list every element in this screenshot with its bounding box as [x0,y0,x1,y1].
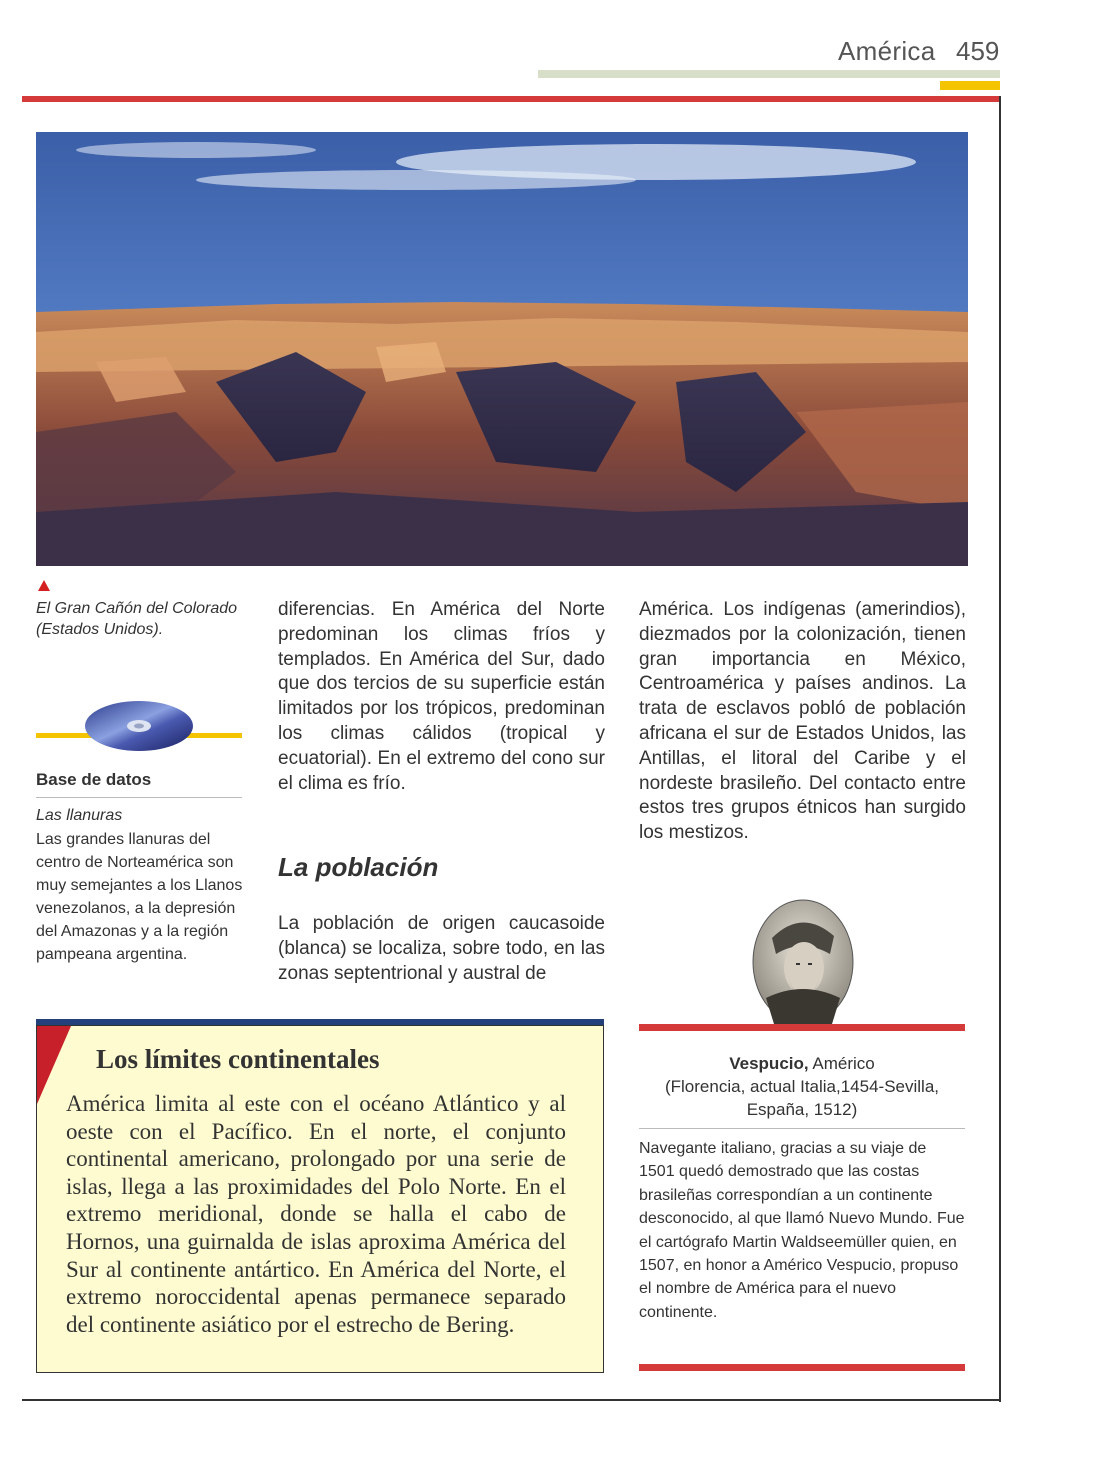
database-heading: Base de datos [36,770,152,789]
body-text-right: América. Los indígenas (amerindios), diezmados por la colonización, tienen gran importancia en México, Centroamérica y países andinos. La trata de esclavos pobló de población africana el sur de Estados Unidos, las Antillas, el litoral del Caribe y el nordeste brasileño. Del contacto entre estos tres grupos étnicos han surgido los mestizos. [639,599,966,844]
section-heading: La población [278,852,439,882]
limits-box-body: América limita al este con el océano Atlántico y al oeste con el Pacífico. En el norte, el conjunto continental americano, prolongado por una serie de islas, llega a las proximidades del Polo Norte. En el extremo meridional, donde se halla el cabo de Hornos, una guirnalda de islas aproxima América del Sur al continente antártico. En América del Norte, el extremo noroccidental apenas permanece separado del continente asiático por el estrecho de Bering. [66,1091,566,1337]
photo-caption: El Gran Cañón del Colorado (Estados Unidos). [36,600,238,638]
vespucio-portrait [752,898,854,1032]
bio-bottom-red-bar [639,1364,965,1371]
bio-rule [639,1128,965,1129]
bio-body: Navegante italiano, gracias a su viaje de 1501 quedó demostrado que las costas brasileñas correspondían a un continente desconocido, al que llamó Nuevo Mundo. Fue el cartógrafo Martin Waldseemüller quien, en 1507, en honor a Américo Vespucio, propuso el nombre de América para el nuevo continente. [639,1140,965,1321]
body-text-population: La población de origen caucasoide (blanca) se localiza, sobre todo, en las zonas septentrional y austral de [278,913,605,984]
page-frame-bottom [22,1399,1001,1401]
database-rule [36,797,242,798]
body-text-middle: diferencias. En América del Norte predominan los climas fríos y templados. En América del Sur, dado que dos tercios de su superficie están limitados por los trópicos, predominan los climas cálidos (tropical y ecuatorial). En el extremo del cono sur el clima es frío. [278,599,605,794]
bio-given-name: Américo [812,1054,875,1073]
grand-canyon-photo [36,132,968,566]
database-subtitle: Las llanuras [36,807,123,824]
header-band [538,70,1000,78]
header-red-rule [22,96,1000,102]
page-frame-right [999,96,1001,1402]
portrait-red-bar [639,1024,965,1031]
caption-triangle-marker [38,580,50,591]
running-header-title: América [838,36,936,66]
page-number: 459 [956,36,1000,66]
limits-box-heading: Los límites continentales [96,1044,380,1074]
bio-name [639,1052,965,1075]
bio-details: (Florencia, actual Italia,1454-Sevilla, España, 1512) [664,1077,940,1119]
header-yellow-tab [940,81,1000,90]
cd-rom-icon [84,700,194,752]
database-body: Las grandes llanuras del centro de Norteamérica son muy semejantes a los Llanos venezolanos, a la depresión del Amazonas y a la región pampeana argentina. [36,831,243,963]
bio-surname: Vespucio, [729,1054,809,1073]
